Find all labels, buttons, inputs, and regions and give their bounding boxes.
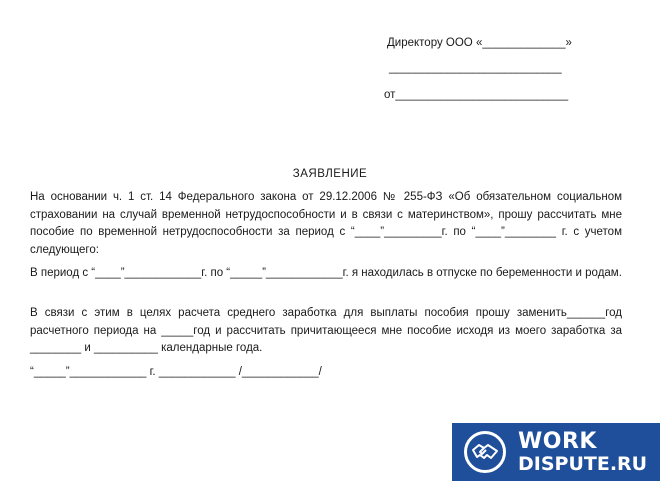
logo-line-work: WORK	[518, 428, 597, 454]
handshake-icon	[464, 431, 506, 473]
addressee-from: от___________________________	[384, 89, 569, 101]
logo-text	[518, 428, 648, 475]
paragraph-2: В период с “____”____________г. по “_____”____________г. я находилась в отпуске по беременности и родам.	[30, 267, 622, 279]
paragraph-3: В связи с этим в целях расчета среднего заработка для выплаты пособия прошу заменить______год расчетного периода на _____год и рассчитать причитающееся мне пособие исходя из моего заработка за ________ и __________ календарные года.	[30, 307, 622, 354]
work-dispute-logo	[452, 423, 660, 481]
signature-line: “_____”____________ г. ____________ /____________/	[30, 366, 322, 378]
logo-line-dispute: DISPUTE.RU	[518, 452, 648, 475]
addressee-director: Директору ООО «_____________»	[387, 37, 572, 49]
addressee-blank-line: ___________________________	[389, 62, 562, 74]
paragraph-1: На основании ч. 1 ст. 14 Федерального закона от 29.12.2006 № 255-ФЗ «Об обязательном социальном страховании на случай временной нетрудоспособности и в связи с материнством», прошу рассчитать мне пособие по временной нетрудоспособности за период с “____”_________г. по “____”________ г. с учетом следующего:	[30, 191, 622, 256]
document-title: ЗАЯВЛЕНИЕ	[292, 168, 368, 180]
